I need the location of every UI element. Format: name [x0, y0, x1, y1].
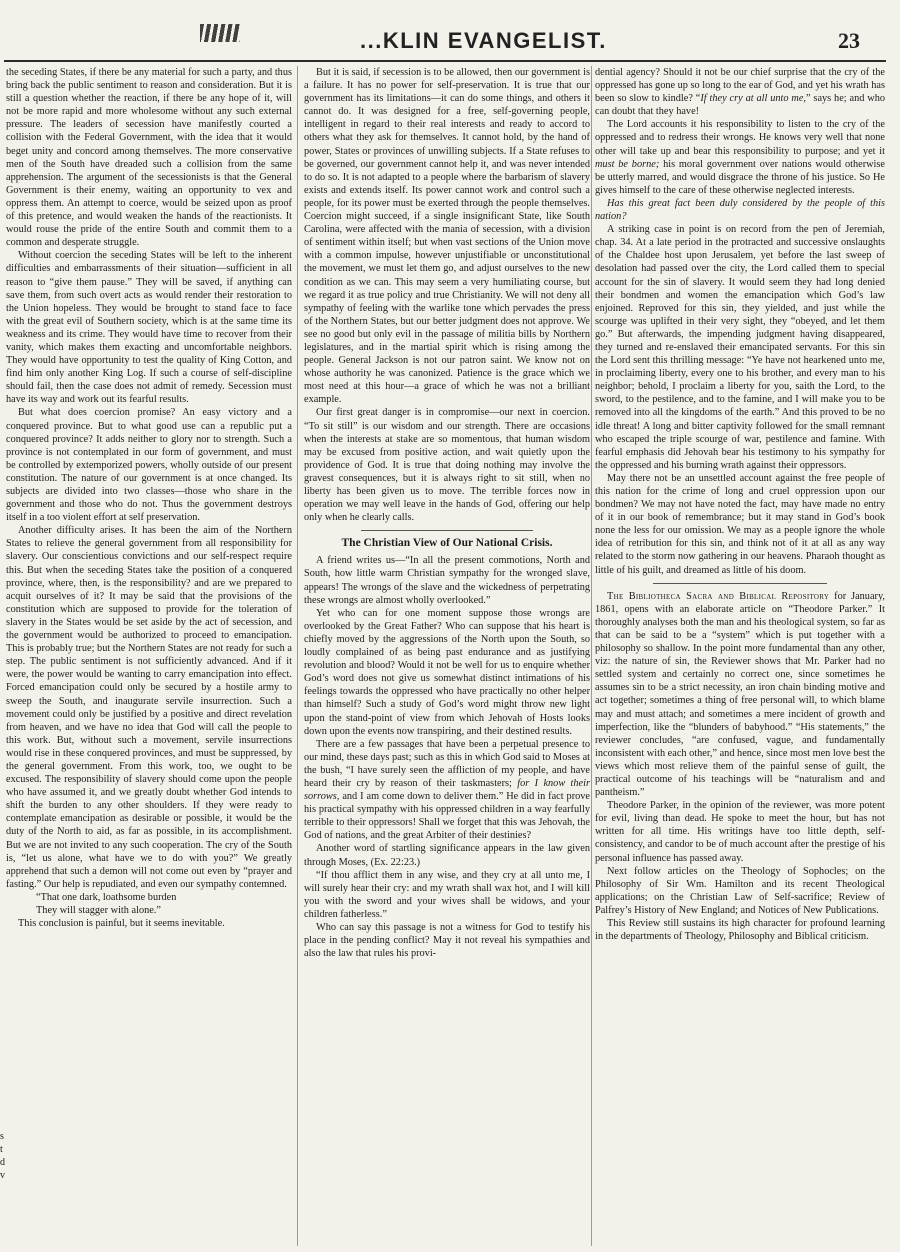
review-title: The Bibliotheca Sacra and Biblical Repository — [607, 590, 830, 602]
paragraph: Our first great danger is in compromise—our next in coercion. “To sit still” is our wisdom and our strength. There are occasions when the interests at stake are so momentous, that human wisdom may be excused from positive action, and wait quietly upon the providence of God. It is true that doing nothing may involve the gravest consequences, but it is always right to sit still, when no liberty has been given us to move. The terrible forces now in operation we may well leave in the hands of God, offering our help only when he clearly calls. — [304, 407, 590, 524]
poem-line: “That one dark, loathsome burden — [36, 891, 177, 903]
paragraph — [595, 118, 885, 197]
paragraph: A striking case in point is on record from the pen of Jeremiah, chap. 34. At a late period in the protracted and successive onslaughts of the Chaldee host upon Jerusalem, yet before the last sweep of desolation had passed over the city, the Lord called them to special account for the sin of slavery. It would seem they had long denied their bondmen and women the emancipation which God’s law enjoined. Reproved for this sin, they yielded, and just while the scourge was uplifted in their very sight, they “obeyed, and let them go.” But afterwards, the impending judgment having disappeared, they turned and re-enslaved their emancipated servants. For this sin the Lord sent this thrilling message: “Ye have not hearkened unto me, in proclaiming liberty, every one to his brother, and every man to his neighbor; behold, I proclaim a liberty for you, saith the Lord, to the sword, to the pestilence, and to the famine, and I will make you to be removed into all the kingdoms of the earth.” And this proved to be no idle threat! A long and bitter captivity followed for the small remnant who escaped the triple scourge of war, pestilence and famine. With fearful emphasis did Jehovah bear his testimony to his sympathy for the oppressed and his burning wrath against their oppressors. — [595, 224, 885, 471]
italic-run: must be borne; — [595, 158, 660, 170]
section-rule — [361, 530, 533, 531]
header-rule — [4, 60, 886, 62]
column-divider — [591, 66, 592, 1246]
italic-run: If they cry at all unto me, — [700, 93, 806, 105]
margin-fragments: s t d v — [0, 1131, 5, 1181]
paragraph: Without coercion the seceding States will be left to the inherent difficulties and embarrassments of their situation—sufficient in all reason to “give them pause.” They will be saved, if anything can save them, from such overt acts as would render their restoration to the Union hopeless. They would be brought to stand face to face with the great evil of Southern society, which is at the same time its weakness and its crime. They would have time to recover from their vanity, which makes them exacting and uncomfortable neighbors. They would have opportunity to test the quality of King Cotton, and find him only another King Log. If such a course of self-discipline should fail, then the case does not admit of remedy. Secession must have its way and work out its fearful results. — [6, 250, 292, 406]
paragraph: But it is said, if secession is to be allowed, then our government is a failure. It has no power for self-preservation. It is true that our government has its limitations—it can do some things, and others it cannot do. It was designed for a free, self-governing people, intelligent in regard to their real interests and ready to accord to others what they ask for themselves. It cannot hold, by the hand of power, States or provinces of unwilling subjects. If a State refuses to be governed, our government cannot help it, and was never intended to do so. It is not adapted to a people where the barbarism of slavery exists and extends itself. Its power cannot work and control such a people, for its power must be exerted through the people themselves. Coercion might succeed, if a single insignificant State, like South Carolina, were affected with the mania of secession, with a division of sentiment within itself; but when vast sections of the Union move with a common impulse, however unjustifiable or unconstitutional the movement, we must let them go, and adjust ourselves to the new condition as we can. This may seem a very humiliating course, but we regard it as true policy and true Christianity. We will not deny all sympathy of feeling with the warlike tone which pervades the press of the Northern States, but our better judgment does not approve. We see no good but only evil in the passage of militia bills by Northern legislatures, and in the martial spirit which is rising among the people. General Jackson is not our patron saint. We know not on whose authority he was canonized. Patience is the grace which we most need at this hour—a grace of which he was not a brilliant example. — [304, 67, 590, 406]
poem-line: They will stagger with alone.” — [36, 905, 161, 916]
paragraph: This conclusion is painful, but it seems inevitable. — [18, 918, 225, 930]
paragraph: “If thou afflict them in any wise, and they cry at all unto me, I will surely hear their cry: and my wrath shall wax hot, and I will kill you with the sword and your wives shall be widows, and your children fatherless.” — [304, 869, 590, 920]
page-number: 23 — [838, 28, 860, 53]
column-left — [6, 66, 292, 1246]
text-run: dential agency? Should it not be our chief surprise that the cry of the oppressed has gone up so long to the ear of God, and yet his wrath has been so slow to kindle? “ — [595, 67, 885, 105]
paragraph: Another difficulty arises. It has been the aim of the Northern States to relieve the general government from all responsibility for slavery. Our conscientious convictions and our self-respect require this. But when the seceding States take the position of a conquered province, where, then, is the responsibility? and are we prepared to acquit ourselves of it? It may be said that the provisions of the constitution which are supposed to provide for the toleration of slavery in the States would be set aside by the act of secession, and the government would be authorized to proceed to emancipation. This is probably true; but the Northern States are not ready for such a step. The public sentiment is not sufficiently advanced. And if it were, the power would be wanting to carry emancipation into effect. Forced emancipation could only be secured by a hostile army to sweep the South, and inaugurate servile insurrection. Such a movement could only be justified by a positive and direct revelation from heaven, and we have no idea that God will call the people to this work. But, without such a movement, servile insurrections would rise in these conquered provinces, and must be suppressed, by the general government. From this work, too, we ought to be excused. The responsibility of slavery should come upon the people who have assumed it, and we greatly doubt whether God intends to shift the burden to any other shoulders. If they were ready to contemplate emancipation as desirable or possible, it would be the duty of the North to aid, as far as possible, in its accomplishment. But we are not invited to any such cooperation. The cry of the South is, “let us alone, what have we to do with you?” We greatly apprehend that such a demon will not come out even by “prayer and fasting.” Our help is repudiated, and even our sympathy contemned. — [6, 525, 292, 890]
italic-run: for I know their sorrows, — [304, 777, 590, 803]
text-run: ” says he; and who can doubt that they have! — [595, 93, 885, 118]
paragraph: A friend writes us—“In all the present commotions, North and South, how little warm Christian sympathy for the wronged slave, appears! The wrongs of the slave and the wickedness of perpetrating these wrongs are almost wholly overlooked.” — [304, 555, 590, 606]
text-run: his moral government over nations would otherwise be utterly marred, and would disgrace the throne of his justice. So He gives himself to the care of these otherwise neglected interests. — [595, 158, 885, 196]
paragraph: Another word of startling significance appears in the law given through Moses, (Ex. 22:23.) — [304, 843, 590, 868]
paragraph: the seceding States, if there be any material for such a party, and thus bring back the public sentiment to reason and consideration. But it is still a question whether the reaction, if there be any hope of it, will not be more rapid and more wholesome without any such external pressure. The leaders of secession have manifestly courted a collision with the Federal Government, with the idea that it would beget unity and concord among themselves. The more conservative men of the South have dreaded such a collision from the same apprehension. The argument of the secessionists is that the General Government is their enemy, waiting an opportunity to vex and oppress them. An attempt to coerce, would be seized upon as proof of this pretence, and would weaken the hands of the reactionists. It would rouse the pride of the entire South and commit them to a common and desperate struggle. — [6, 67, 292, 249]
paragraph: This Review still sustains its high character for profound learning in the departments of Theology, Philosophy and Biblical criticism. — [595, 918, 885, 943]
masthead-ornament — [200, 24, 240, 42]
text-run: and I am come down to deliver them.” He did in fact prove his practical sympathy with his oppressed children in a way fearfully terrible to their oppressors! Shall we forget that this was Jehovah, the God of nations, and the great Arbiter of their destinies? — [304, 791, 590, 842]
text-run: The Lord accounts it his responsibility to listen to the cry of the oppressed and to redress their wrongs. He knows very well that none other will take up and bear this responsibility to purpose; and yet it — [595, 119, 885, 157]
paragraph: Yet who can for one moment suppose those wrongs are overlooked by the Great Father? Who can suppose that his heart is chiefly moved by the aggressions of the North upon the South, so loudly complained of as being past endurance and as justifying revolution and blood? Would it not be well for us to enquire whether God’s word does not give us somewhat distinct intimations of his feelings towards the oppressed who have practically no other helper than himself? Such a study of God’s word might throw new light upon the stand-point of view from which Jehovah of Hosts looks down upon the events now transpiring, and their destined results. — [304, 607, 590, 737]
section-rule — [653, 583, 827, 584]
paragraph: Next follow articles on the Theology of Sophocles; on the Philosophy of Sir Wm. Hamilton and its recent Theological applications; on the Christian Law of Self-sacrifice; Review of Palfrey’s History of New England; and Notices of New Publications. — [595, 865, 885, 916]
column-right — [595, 66, 885, 1246]
paragraph: But what does coercion promise? An easy victory and a conquered province. But to what good use can a republic put a conquered province? It adds neither to glory nor to strength. Such a province is not contemplated in our form of government, and must be controlled by extemporized powers, wholly outside of our present constitution. The nature of our government is at once changed. Its subjects are divided into two classes—those who share in the government and those who do not. Thus the government destroys itself in a too violent effort at self preservation. — [6, 407, 292, 524]
paragraph — [595, 590, 885, 800]
text-run: for January, 1861, opens with an elaborate article on “Theodore Parker.” It thoroughly analyses both the man and his theological system, so far as that can be said to be a “system” which is put together with a philosophy so shallow. In the point more fundamental than any other, viz: the nature of sin, the Reviewer shows that Mr. Parker had no settled system and certainly no correct one, since sometimes he assumes sin to be a strict necessity, an iron chain binding motive and act together; sometimes a thing of free personal will, to which blame may and must attach; and sometimes a mere incident of growth and imperfection, like the “blunders of babyhood.” “His statements,” the reviewer concludes, “are confused, vague, and fundamentally inconsistent with each other,” and hence, since most men love best the views which most relieve them of the painful sense of guilt, the practical outcome of his teachings will be “naturalism and and pantheism.” — [595, 590, 885, 799]
paragraph: Theodore Parker, in the opinion of the reviewer, was more potent for evil, living than dead. He spoke to meet the hour, but has not written for all time. His writings have too little depth, self-consistency, and candor to be of much account after the prestige of his personal influence has passed away. — [595, 800, 885, 864]
column-middle — [304, 66, 590, 1246]
poem-quote — [6, 891, 292, 917]
text-run: There are a few passages that have been a perpetual presence to our mind, these days past; such as this in which God said to Moses at the bush, “I have surely seen the affliction of my people, and have heard their cry by reason of their taskmasters; — [304, 738, 590, 789]
paragraph: May there not be an unsettled account against the free people of this nation for the crime of long and cruel oppression upon our bondmen? We may not have noted the fact, may have made no entry of it in our book of remembrance; but it may stand in God’s book none the less for our omission. We may as a people ignore the whole idea of retribution for this sin, and think not of it at all as any way related to the storm now gathering in our heavens. Pharaoh thought as little of his guilt, and dreamed as little of his doom. — [595, 472, 885, 576]
paragraph — [595, 66, 885, 118]
publication-title: ...KLIN EVANGELIST. — [360, 28, 607, 53]
italic-run: Has this great fact been duly considered by the people of this nation? — [595, 197, 885, 223]
column-divider — [297, 66, 298, 1246]
masthead — [0, 18, 900, 58]
paragraph — [304, 738, 590, 843]
paragraph — [595, 197, 885, 223]
article-headline: The Christian View of Our National Crisis. — [341, 537, 553, 550]
paragraph: Who can say this passage is not a witness for God to testify his place in the pending conflict? May it not reveal his sympathies and also the law that rules his provi- — [304, 922, 590, 960]
